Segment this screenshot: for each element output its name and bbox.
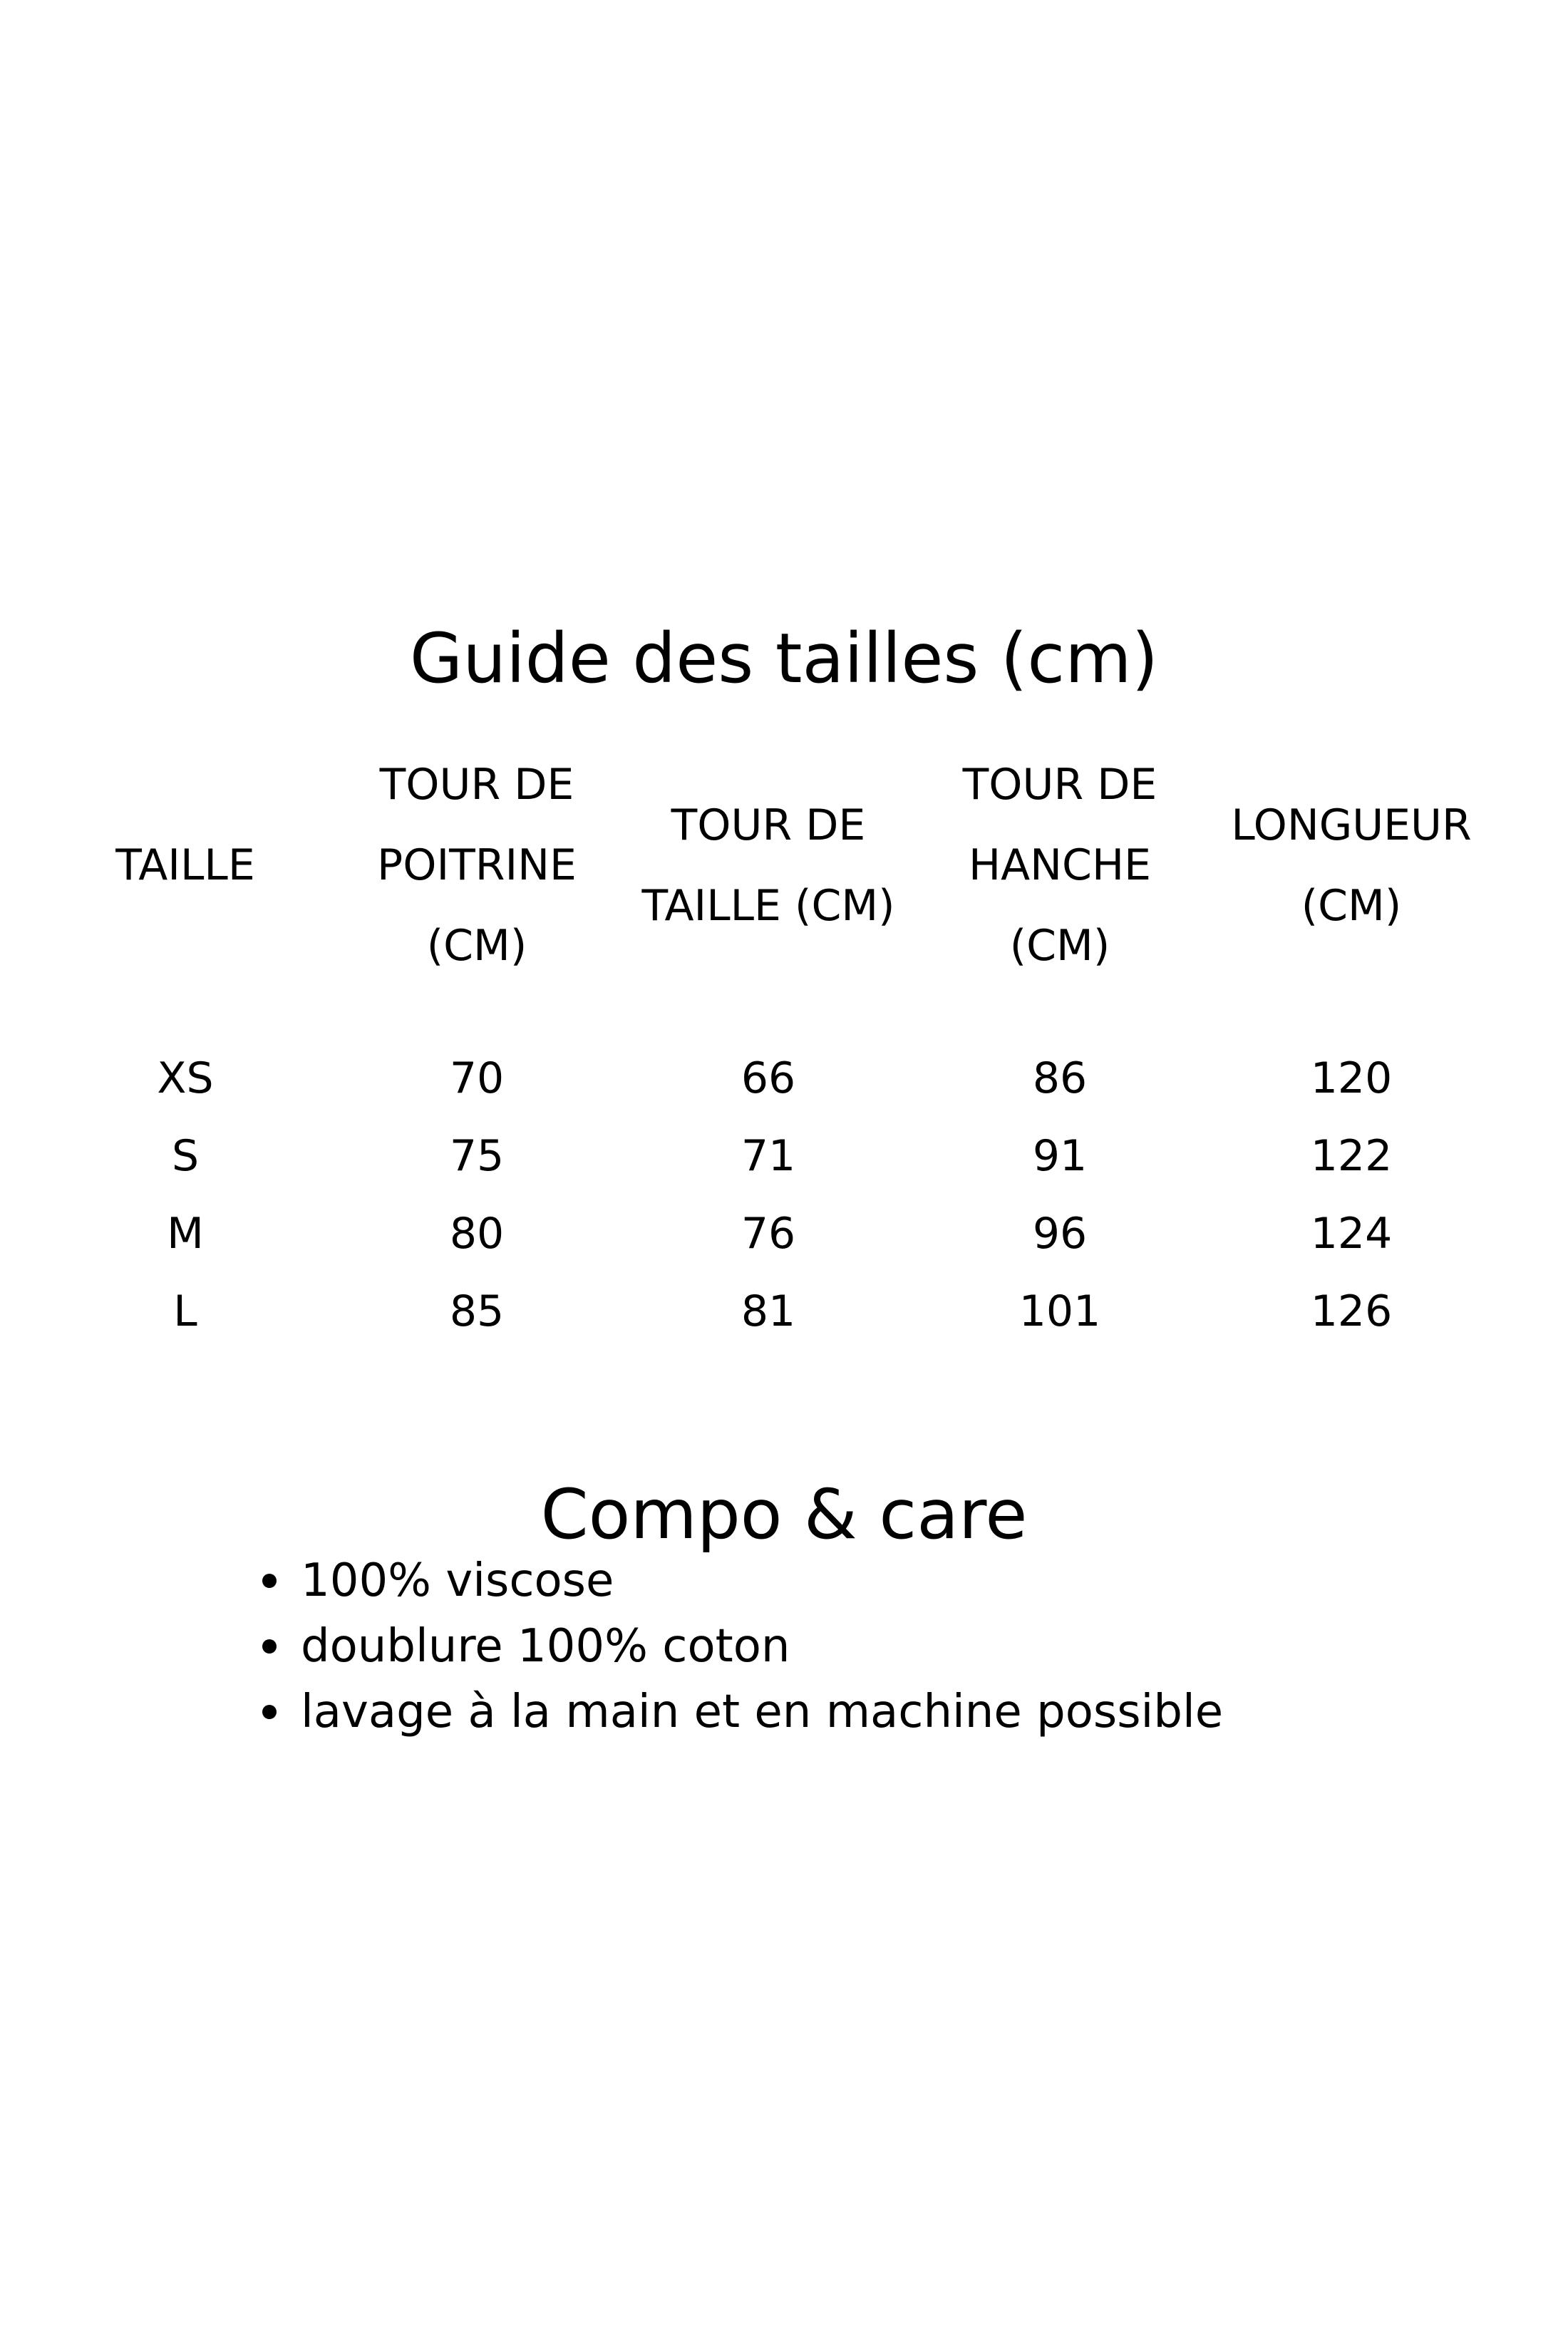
bullet-icon xyxy=(262,1705,277,1719)
header-taille: TAILLE xyxy=(115,840,255,890)
care-list xyxy=(254,1548,1223,1745)
table-cell: 120 xyxy=(1310,1053,1393,1103)
header-tour-de-taille: TOUR DE TAILLE (CM) xyxy=(641,800,895,931)
table-cell: 76 xyxy=(741,1209,796,1259)
table-cell: 85 xyxy=(449,1286,505,1336)
table-cell: L xyxy=(173,1286,197,1336)
table-cell: 96 xyxy=(1032,1209,1088,1259)
care-item-text: 100% viscose xyxy=(301,1554,614,1607)
care-item-text: lavage à la main et en machine possible xyxy=(301,1686,1224,1738)
page-title: Guide des tailles (cm) xyxy=(409,619,1159,699)
table-cell: 101 xyxy=(1018,1286,1101,1336)
table-cell: 124 xyxy=(1310,1209,1393,1259)
table-cell: 91 xyxy=(1032,1131,1088,1181)
bullet-icon xyxy=(262,1574,277,1588)
bullet-icon xyxy=(262,1639,277,1654)
table-cell: S xyxy=(171,1131,200,1181)
table-cell: 80 xyxy=(449,1209,505,1259)
list-item xyxy=(254,1679,1223,1745)
table-cell: 81 xyxy=(741,1286,796,1336)
table-cell: M xyxy=(167,1209,204,1259)
header-longueur: LONGUEUR (CM) xyxy=(1231,800,1472,931)
table-cell: 126 xyxy=(1310,1286,1393,1336)
section-title-compo-care: Compo & care xyxy=(540,1474,1028,1554)
care-item-text: doublure 100% coton xyxy=(301,1620,790,1673)
table-cell: 66 xyxy=(741,1053,796,1103)
list-item xyxy=(254,1614,1223,1679)
table-cell: 71 xyxy=(741,1131,796,1181)
header-tour-de-poitrine: TOUR DE POITRINE (CM) xyxy=(377,760,577,971)
header-tour-de-hanche: TOUR DE HANCHE (CM) xyxy=(962,760,1157,971)
table-cell: 86 xyxy=(1032,1053,1088,1103)
table-cell: XS xyxy=(157,1053,214,1103)
list-item xyxy=(254,1548,1223,1614)
table-cell: 122 xyxy=(1310,1131,1393,1181)
table-cell: 70 xyxy=(449,1053,505,1103)
table-cell: 75 xyxy=(449,1131,505,1181)
